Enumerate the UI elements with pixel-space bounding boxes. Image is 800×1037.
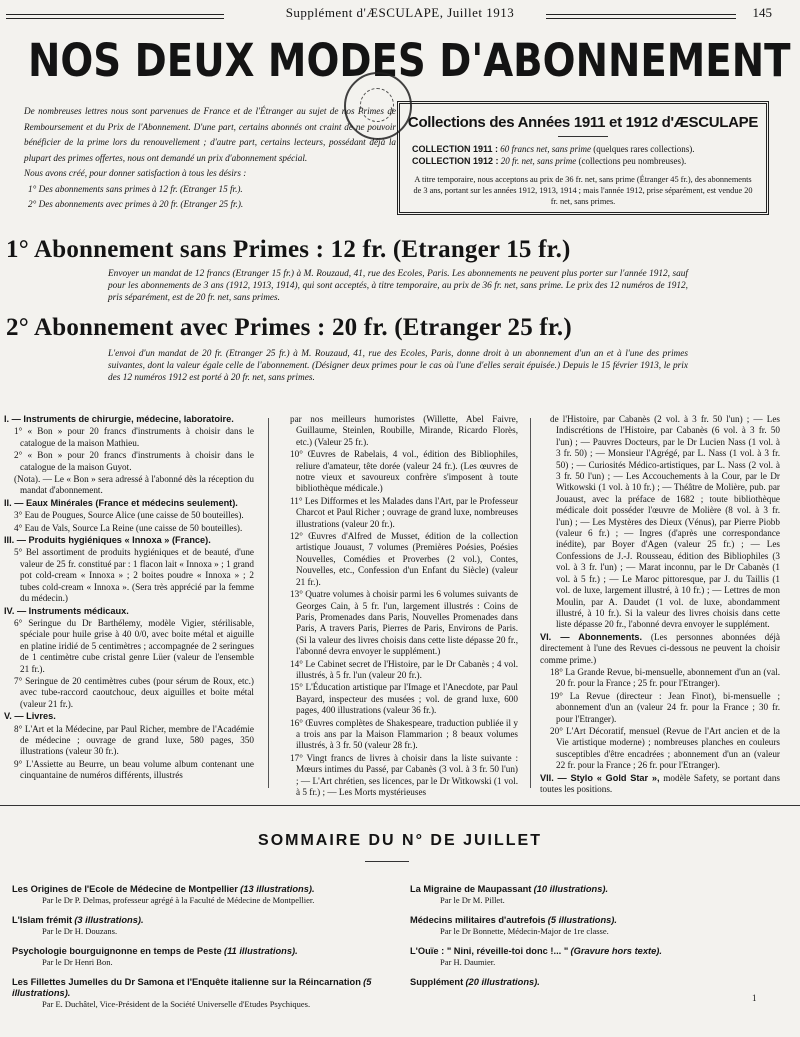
collections-title: Collections des Années 1911 et 1912 d'ÆSCULAPE xyxy=(407,114,759,131)
section-2-body: L'envoi d'un mandat de 20 fr. (Etranger 25 fr.) à M. Rouzaud, 41, rue des Ecoles, Paris, donne droit à un abonnement d'un an et à l'une des primes suivantes, dont la valeur égale celle de l'abonnement. (Désigner deux primes pour le cas où l'une d'elles serait épuisée.) Depuis le 15 février 1913, le prix des 12 numéros 1912 est porté à 20 fr. net, sans primes. xyxy=(108,349,688,383)
primes-column-1 xyxy=(4,414,254,783)
prime-category-heading: I. — Instruments de chirurgie, médecine, laboratoire. xyxy=(4,414,234,424)
prime-entry xyxy=(540,632,780,666)
prime-entry xyxy=(4,547,254,604)
prime-entry-text: 12° Œuvres d'Alfred de Musset, édition de la collection artistique Jouaust, 7 volumes (Premières Poésies, Poésies Nouvelles, Comédies et Proverbes (2 vol.), Contes, Nouvelles, etc., Confession d'un Enfant du Siècle) (valeur 21 fr.). xyxy=(290,531,518,587)
prime-entry xyxy=(4,535,254,546)
prime-entry xyxy=(280,496,518,530)
intro-lead: Nous avons créé, pour donner satisfaction à tous les désirs : xyxy=(24,168,247,178)
prime-entry-text: 10° Œuvres de Rabelais, 4 vol., édition des Bibliophiles, reliure d'amateur, tête dorée (valeur 24 fr.). (Les œuvres de notre vieux et savoureux confrère s'imposent à toute bibliothèque médicale.) xyxy=(290,449,518,494)
prime-entry xyxy=(540,726,780,772)
footer-mark: 1 xyxy=(752,993,757,1003)
article-author: Par H. Daumier. xyxy=(440,957,496,967)
prime-entry-text: 5° Bel assortiment de produits hygiéniques et de beauté, d'une valeur de 25 fr. constitué par : 1 flacon lait « Innoxa » ; 1 grand pot cold-cream « Innoxa » ; 2 boites poudre « Innoxa » ; 2 tubes cold-cream « Innoxa ». (Sera très apprécié par la femme du médecin.) xyxy=(14,547,254,604)
collections-note: A titre temporaire, nous acceptons au prix de 36 fr. net, sans prime (Étranger 45 fr.), des abonnements de 3 ans, portant sur les années 1912, 1913, 1914 ; mais l'année 1912, prise séparément, est vendue 20 fr. net, sans primes. xyxy=(413,175,753,206)
intro-paragraph: De nombreuses lettres nous sont parvenues de France et de l'Étranger au sujet de nos Primes de Remboursement et du Prix de l'Abonnement. D'une part, certains abonnés ont craint de ne pouvoir bénéficier de la prime lors du renouvellement ; d'autre part, certains lecteurs, possédant déjà la plupart des primes offertes, nous ont demandé un prix d'abonnement spécial. xyxy=(24,106,396,163)
prime-entry-text: 14° Le Cabinet secret de l'Histoire, par le Dr Cabanès ; 4 vol. illustrés, à 5 fr. l'un (valeur 20 fr.). xyxy=(290,658,518,680)
intro-option-1: 1° Des abonnements sans primes à 12 fr. (Etranger 15 fr.). xyxy=(28,183,243,194)
article-author: Par E. Duchâtel, Vice-Président de la Société Universelle d'Etudes Psychiques. xyxy=(42,999,311,1009)
prime-entry xyxy=(540,414,780,631)
collection-1912-label: COLLECTION 1912 : xyxy=(412,156,499,166)
prime-entry xyxy=(4,414,254,425)
article-illustrations: (3 illustrations). xyxy=(74,915,144,925)
prime-entry-text: 7° Seringue de 20 centimètres cubes (pour sérum de Roux, etc.) avec tube-raccord caoutchouc, deux aiguilles et boite métal (valeur 21 fr.). xyxy=(14,675,254,709)
column-rule-2 xyxy=(530,418,531,788)
primes-column-3 xyxy=(540,414,780,796)
prime-entry xyxy=(280,414,518,448)
article-illustrations: (5 illustrations). xyxy=(12,977,372,998)
prime-entry-text: de l'Histoire, par Cabanès (2 vol. à 3 fr. 50 l'un) ; — Les Indiscrétions de l'Histoire, par Cabanès (6 vol. à 3 fr. 50 l'un) ; — Pauvres Docteurs, par le Dr Lucien Nass (1 vol. à 3 fr. 50) ; — Monsieur l'Agrégé, par L. Nass (1 vol. à 3 fr. 50) ; — Curiosités Médico-artistiques, par L. Nass (2 vol. à 3 fr. 50 l'un) ; — Les Accouchements à la Cour, par le Dr Witkowski (1 vol. à 10 fr.) ; — Théâtre de Molière, pub. par Jouaust, avec la préface de 1682 ; toute bibliothèque médicale doit posséder l'œuvre de Molière (8 vol. à 3 fr. l'un) ; — Les Mystères des Dieux (Vénus), par Pierre Piobb (valeur 6 fr.) ; — Ingres (d'après une correspondance inédite), par Boyer d'Agen (valeur 25 fr.) ; — Les Confessions de J.-J. Rousseau, édition des Bibliophiles (3 vol. à 3 fr. l'un) ; — Marat inconnu, par le Dr Cabanès (1 vol. à 5 fr.) ; — Le Maroc pittoresque, par J. du Taillis (1 vol. de luxe, largement illustré, à 10 fr.) ; — Lettres de mon Moulin, par A. Daudet (1 vol. de luxe, abondamment illustré, à 10 fr.). Si la valeur des livres choisis dans cette liste dépasse 20 fr., l'abonné devra envoyer le supplément. xyxy=(550,414,780,630)
prime-category-heading: VII. — Stylo « Gold Star », xyxy=(540,772,664,783)
sommaire-divider xyxy=(365,861,409,862)
section-divider xyxy=(0,805,800,806)
prime-entry xyxy=(4,759,254,782)
collection-1912-note: (collections peu nombreuses). xyxy=(578,156,687,166)
section-1-body: Envoyer un mandat de 12 francs (Etranger 15 fr.) à M. Rouzaud, 41, rue des Ecoles, Paris. Les abonnements ne peuvent plus porter sur l'année 1912, sauf pour les abonnements de 3 ans (1912, 1913, 1914), qui sont acceptés, à titre temporaire, au prix de 36 fr. net, sans prime. Le prix des 12 numéros de 1912, pris séparément, est de 20 fr. net, sans primes. xyxy=(108,269,688,303)
article-illustrations: (5 illustrations). xyxy=(547,915,617,925)
prime-entry-text: 16° Œuvres complètes de Shakespeare, traduction publiée il y a trois ans par la Maison Flammarion ; 8 beaux volumes illustrés, à 3 fr. 50 (valeur 28 fr.). xyxy=(290,717,518,751)
prime-entry xyxy=(540,773,780,796)
intro-text xyxy=(4,104,396,213)
article-title: Psychologie bourguignonne en temps de Peste xyxy=(12,946,222,956)
prime-entry-text: 6° Seringue du Dr Barthélemy, modèle Vigier, stérilisable, spéciale pour huile grise à 40 0/0, avec boite métal et aiguille en platine iridié de 5 centimètres ; accompagnée de 2 seringues de 1 centimètre cube cristal genre Lüer (valeur de l'ensemble 21 fr.). xyxy=(14,617,254,674)
section-1-heading: 1° Abonnement sans Primes : 12 fr. (Etranger 15 fr.) xyxy=(6,236,571,263)
prime-entry xyxy=(280,531,518,588)
collection-1911-price: 60 francs net, sans prime xyxy=(500,144,592,154)
article-illustrations: (20 illustrations). xyxy=(465,977,540,987)
article-illustrations: (11 illustrations). xyxy=(223,946,298,956)
article-title: La Migraine de Maupassant xyxy=(410,884,532,894)
prime-entry-text: (Les personnes abonnées déjà directement à l'une des Revues ci-dessous ne peuvent la choisir comme prime.) xyxy=(540,631,780,665)
article-illustrations: (13 illustrations). xyxy=(240,884,315,894)
page-title: NOS DEUX MODES D'ABONNEMENT xyxy=(28,34,791,87)
sommaire-entry xyxy=(12,946,402,968)
prime-entry-text: par nos meilleurs humoristes (Willette, Abel Faivre, Guillaume, Steinlen, Roubille, Mirande, Ricardo Florès, etc.) (Valeur 25 fr.). xyxy=(290,414,518,447)
prime-entry xyxy=(4,676,254,710)
article-title: L'Ouïe : " Nini, réveille-toi donc !... " xyxy=(410,946,569,956)
intro-option-2: 2° Des abonnements avec primes à 20 fr. (Etranger 25 fr.). xyxy=(28,199,244,209)
prime-category-heading: II. — Eaux Minérales (France et médecins seulement). xyxy=(4,497,238,508)
running-header: Supplément d'ÆSCULAPE, Juillet 1913 xyxy=(285,5,515,20)
prime-entry-text: modèle Safety, se portant dans toutes les positions. xyxy=(540,772,781,794)
article-author: Par le Dr P. Delmas, professeur agrégé à la Faculté de Médecine de Montpellier. xyxy=(42,895,315,905)
prime-entry-text: 2° « Bon » pour 20 francs d'instruments à choisir dans le catalogue de la maison Guyot. xyxy=(14,450,254,472)
prime-entry-text: 4° Eau de Vals, Source La Reine (une caisse de 50 bouteilles). xyxy=(14,522,243,533)
sommaire-left-column xyxy=(12,884,402,1019)
primes-column-2 xyxy=(280,414,518,799)
collection-1912-price: 20 fr. net, sans prime xyxy=(500,156,577,166)
prime-entry xyxy=(540,691,780,725)
prime-category-heading: III. — Produits hygiéniques « Innoxa » (France). xyxy=(4,535,211,546)
article-title: Les Origines de l'Ecole de Médecine de Montpellier xyxy=(12,884,238,894)
article-title: Médecins militaires d'autrefois xyxy=(410,915,546,925)
article-author: Par le Dr H. Douzans. xyxy=(42,926,118,936)
prime-entry xyxy=(540,667,780,690)
page-number: 145 xyxy=(752,5,772,20)
prime-entry-text: (Nota). — Le « Bon » sera adressé à l'abonné dès la réception du mandat d'abonnement. xyxy=(14,474,254,496)
prime-entry-text: 8° L'Art et la Médecine, par Paul Richer, membre de l'Académie de médecine ; ouvrage de grand luxe, 580 pages, 350 illustrations (valeur 30 fr.). xyxy=(14,723,254,757)
sommaire-entry xyxy=(12,977,402,1010)
prime-category-heading: V. — Livres. xyxy=(4,711,56,722)
article-title: Les Fillettes Jumelles du Dr Samona et l'Enquête italienne sur la Réincarnation xyxy=(12,977,361,987)
article-author: Par le Dr Bonnette, Médecin-Major de 1re classe. xyxy=(440,926,609,936)
collections-divider xyxy=(558,136,608,137)
collection-1911-label: COLLECTION 1911 : xyxy=(412,144,499,154)
prime-entry xyxy=(4,724,254,758)
sommaire-entry xyxy=(410,946,780,968)
article-title: L'Islam frémit xyxy=(12,915,73,925)
article-author: Par le Dr M. Pillet. xyxy=(440,895,505,905)
sommaire-entry xyxy=(410,977,780,988)
sommaire-entry xyxy=(410,884,780,906)
prime-entry-text: 1° « Bon » pour 20 francs d'instruments à choisir dans le catalogue de la maison Mathieu. xyxy=(14,426,254,448)
prime-entry xyxy=(4,450,254,473)
collection-1911-note: (quelques rares collections). xyxy=(593,144,695,154)
prime-entry xyxy=(4,510,254,521)
section-2-heading: 2° Abonnement avec Primes : 20 fr. (Etranger 25 fr.) xyxy=(6,314,572,341)
prime-entry-text: 13° Quatre volumes à choisir parmi les 6 volumes suivants de Georges Cain, à 5 fr. l'un, largement illustrés : Coins de Paris, Promenades dans Paris, Nouvelles Promenades dans Paris, A travers Paris, Pierres de Paris, Environs de Paris. (Si la valeur des livres choisis dans cette liste dépasse 20 fr., l'abonné devra envoyer le supplément.) xyxy=(290,589,518,657)
sommaire-title: SOMMAIRE DU N° DE JUILLET xyxy=(258,832,542,849)
prime-entry xyxy=(4,523,254,534)
prime-entry xyxy=(280,718,518,752)
sommaire-entry xyxy=(12,884,402,906)
article-illustrations: (Gravure hors texte). xyxy=(570,946,662,956)
prime-entry xyxy=(280,659,518,682)
prime-entry xyxy=(4,498,254,509)
column-rule-1 xyxy=(268,418,269,788)
article-illustrations: (10 illustrations). xyxy=(533,884,609,894)
sommaire-entry xyxy=(12,915,402,937)
sommaire-right-column xyxy=(410,884,780,997)
prime-entry-text: 17° Vingt francs de livres à choisir dans la liste suivante : Mœurs intimes du Passé, par Cabanès (3 vol. à 3 fr. 50 l'un) ; — L'Art chrétien, ses licences, par le Dr Witkowski (1 vol. à 5 fr.) ; — Les Morts mystérieuses xyxy=(290,752,518,797)
prime-category-heading: IV. — Instruments médicaux. xyxy=(4,605,129,616)
prime-entry xyxy=(280,589,518,657)
prime-entry xyxy=(4,474,254,497)
prime-entry xyxy=(4,711,254,722)
prime-category-heading: VI. — Abonnements. xyxy=(540,631,643,642)
collection-1911 xyxy=(400,143,766,155)
prime-entry xyxy=(280,449,518,495)
article-author: Par le Dr Henri Bon. xyxy=(42,957,113,967)
collections-box xyxy=(397,101,769,215)
prime-entry-text: 19° La Revue (directeur : Jean Finot), bi-mensuelle ; abonnement d'un an (valeur 24 fr. pour la France ; 30 fr. pour l'Etranger). xyxy=(550,690,780,724)
prime-entry-text: 3° Eau de Pougues, Source Alice (une caisse de 50 bouteilles). xyxy=(14,510,244,521)
collection-1912 xyxy=(400,155,766,167)
prime-entry xyxy=(4,606,254,617)
sommaire-entry xyxy=(410,915,780,937)
prime-entry-text: 15° L'Éducation artistique par l'Image et l'Anecdote, par Paul Bayard, inspecteur des musées ; vol. de grand luxe, 600 pages, 400 illustrations (valeur 36 fr.). xyxy=(290,682,518,716)
prime-entry-text: 9° L'Assiette au Beurre, un beau volume album contenant une cinquantaine de numéros différents, illustrés xyxy=(14,758,254,781)
prime-entry xyxy=(4,618,254,675)
prime-entry-text: 20° L'Art Décoratif, mensuel (Revue de l'Art ancien et de la Vie artistique moderne) ; nombreuses planches en couleurs susceptibles d'être encadrées ; abonnement d'un an (valeur 22 fr. pour la France ; 26 fr. pour l'Etranger). xyxy=(550,725,780,771)
prime-entry xyxy=(280,682,518,716)
article-title: Supplément xyxy=(410,977,464,987)
prime-entry-text: 11° Les Difformes et les Malades dans l'Art, par le Professeur Charcot et Paul Richer ; ouvrage de grand luxe, nombreuses illustrations (valeur 20 fr.). xyxy=(290,495,518,529)
prime-entry-text: 18° La Grande Revue, bi-mensuelle, abonnement d'un an (val. 20 fr. pour la France ; 25 fr. pour l'Etranger). xyxy=(550,666,780,689)
prime-entry xyxy=(280,753,518,799)
prime-entry xyxy=(4,426,254,449)
